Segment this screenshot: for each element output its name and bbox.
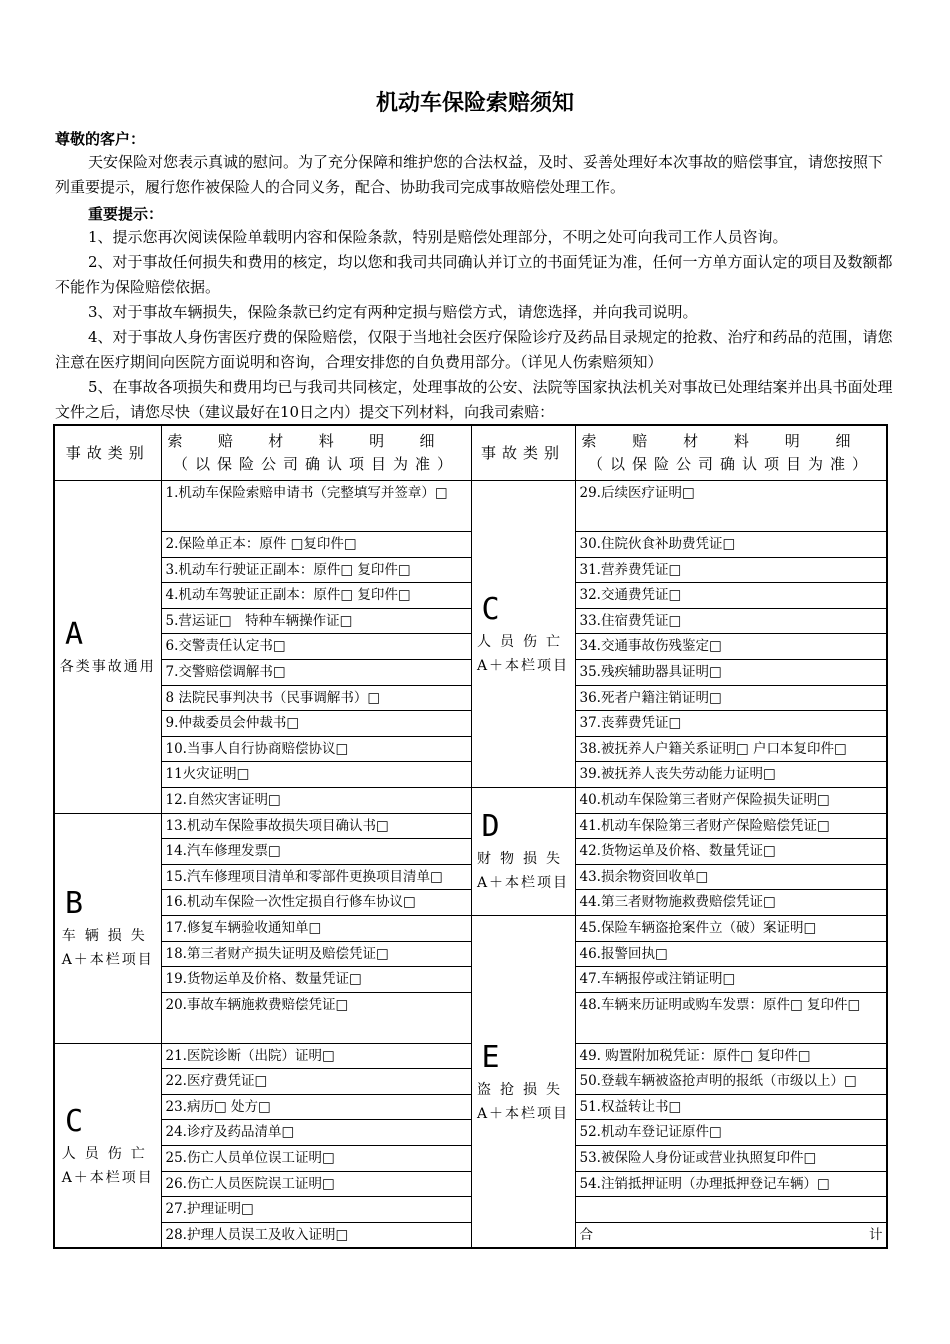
item-6: 6.交警责任认定书□: [161, 634, 471, 660]
table-row: [54, 1043, 887, 1069]
table-row: [54, 890, 887, 916]
item-20: 20.事故车辆施救费赔偿凭证□: [161, 992, 471, 1043]
item-40: 40.机动车保险第三者财产保险损失证明□: [575, 787, 887, 813]
intro-paragraph: 天安保险对您表示真诚的慰问。为了充分保障和维护您的合法权益，及时、妥善处理好本次事故的赔偿事宜，请您按照下列重要提示，履行您作被保险人的合同义务，配合、协助我司完成事故赔偿处理工作。: [55, 153, 884, 196]
category-C-label: 人员伤亡: [61, 1145, 154, 1162]
table-row: [54, 1094, 887, 1120]
item-38: 38.被抚养人户籍关系证明□ 户口本复印件□: [575, 736, 887, 762]
item-39: 39.被抚养人丧失劳动能力证明□: [575, 762, 887, 788]
item-23: 23.病历□ 处方□: [161, 1094, 471, 1120]
header-materials: [161, 425, 471, 481]
table-row: [54, 1120, 887, 1146]
table-row: [54, 685, 887, 711]
table-header-row: [54, 425, 887, 481]
item-34: 34.交通事故伤残鉴定□: [575, 634, 887, 660]
item-31: 31.营养费凭证□: [575, 557, 887, 583]
table-row: [54, 634, 887, 660]
table-row: [54, 762, 887, 788]
item-3: 3.机动车行驶证正副本：原件□ 复印件□: [161, 557, 471, 583]
item-49: 49. 购置附加税凭证：原件□ 复印件□: [575, 1043, 887, 1069]
notice-5: 5、在事故各项损失和费用均已与我司共同核定，处理事故的公安、法院等国家执法机关对事故已处理结案并出具书面处理文件之后，请您尽快（建议最好在10日之内）提交下列材料，向我司索赔：: [55, 378, 893, 421]
category-D-sub: A＋本栏项目: [476, 875, 570, 892]
table-row: [54, 839, 887, 865]
category-B-cell: [54, 813, 161, 1043]
table-row: [54, 787, 887, 813]
notice-2: 2、对于事故任何损失和费用的核定，均以您和我司共同确认并订立的书面凭证为准，任何一方单方面认定的项目及数额都不能作为保险赔偿依据。: [55, 253, 893, 296]
category-C-letter: C: [65, 1103, 84, 1139]
table-row: [54, 813, 887, 839]
item-17: 17.修复车辆验收通知单□: [161, 915, 471, 941]
item-51: 51.权益转让书□: [575, 1094, 887, 1120]
item-19: 19.货物运单及价格、数量凭证□: [161, 967, 471, 993]
item-29: 29.后续医疗证明□: [575, 481, 887, 532]
table-total-row: [54, 1222, 887, 1248]
header-materials-right: [575, 425, 887, 481]
item-50: 50.登载车辆被盗抢声明的报纸（市级以上）□: [575, 1069, 887, 1095]
category-B-label: 车辆损失: [61, 928, 154, 945]
category-C-sub: A＋本栏项目: [61, 1169, 154, 1186]
category-C-right-sub: A＋本栏项目: [476, 657, 570, 674]
item-8: 8 法院民事判决书（民事调解书）□: [161, 685, 471, 711]
category-B-letter: B: [65, 886, 84, 922]
item-45: 45.保险车辆盗抢案件立（破）案证明□: [575, 915, 887, 941]
category-E-letter: E: [481, 1039, 500, 1075]
category-C-right-cell: [471, 481, 575, 788]
category-E-sub: A＋本栏项目: [476, 1105, 570, 1122]
item-36: 36.死者户籍注销证明□: [575, 685, 887, 711]
table-row: [54, 659, 887, 685]
item-14: 14.汽车修理发票□: [161, 839, 471, 865]
notice-4: 4、对于事故人身伤害医疗费的保险赔偿，仅限于当地社会医疗保险诊疗及药品目录规定的抢救、治疗和药品的范围，请您注意在医疗期间向医院方面说明和咨询，合理安排您的自负费用部分。（详见人伤索赔须知）: [55, 328, 893, 371]
item-26: 26.伤亡人员医院误工证明□: [161, 1171, 471, 1197]
category-A-cell: [54, 481, 161, 814]
header-category: 事故类别: [54, 425, 161, 481]
item-37: 37.丧葬费凭证□: [575, 711, 887, 737]
total-label: 合计: [575, 1222, 887, 1248]
table-row: [54, 711, 887, 737]
table-row: [54, 941, 887, 967]
table-row: [54, 1146, 887, 1172]
category-B-sub: A＋本栏项目: [61, 952, 154, 969]
header-materials-line1: 索赔材料明细: [167, 432, 465, 450]
empty-cell: [575, 1197, 887, 1223]
item-35: 35.残疾辅助器具证明□: [575, 659, 887, 685]
table-row: [54, 1171, 887, 1197]
header-materials-line2-right: （以保险公司确认项目为准）: [587, 455, 874, 473]
item-7: 7.交警赔偿调解书□: [161, 659, 471, 685]
item-4: 4.机动车驾驶证正副本：原件□ 复印件□: [161, 583, 471, 609]
header-materials-line2: （以保险公司确认项目为准）: [172, 455, 459, 473]
header-category-right: 事故类别: [471, 425, 575, 481]
item-15: 15.汽车修理项目清单和零部件更换项目清单□: [161, 864, 471, 890]
item-43: 43.损余物资回收单□: [575, 864, 887, 890]
item-28: 28.护理人员误工及收入证明□: [161, 1222, 471, 1248]
item-46: 46.报警回执□: [575, 941, 887, 967]
item-53: 53.被保险人身份证或营业执照复印件□: [575, 1146, 887, 1172]
item-5: 5.营运证□ 特种车辆操作证□: [161, 608, 471, 634]
category-E-label: 盗抢损失: [477, 1081, 569, 1098]
item-44: 44.第三者财物施救费赔偿凭证□: [575, 890, 887, 916]
table-row: [54, 992, 887, 1043]
item-18: 18.第三者财产损失证明及赔偿凭证□: [161, 941, 471, 967]
table-row: [54, 736, 887, 762]
notice-1: 1、提示您再次阅读保险单载明内容和保险条款，特别是赔偿处理部分，不明之处可向我司工作人员咨询。: [88, 228, 788, 246]
table-row: [54, 915, 887, 941]
category-D-label: 财物损失: [477, 851, 569, 868]
item-13: 13.机动车保险事故损失项目确认书□: [161, 813, 471, 839]
table-row: [54, 864, 887, 890]
item-27: 27.护理证明□: [161, 1197, 471, 1223]
table-row: [54, 532, 887, 558]
item-33: 33.住宿费凭证□: [575, 608, 887, 634]
item-22: 22.医疗费凭证□: [161, 1069, 471, 1095]
category-E-cell: [471, 915, 575, 1248]
category-D-cell: [471, 787, 575, 915]
item-21: 21.医院诊断（出院）证明□: [161, 1043, 471, 1069]
category-C-right-letter: C: [481, 591, 500, 627]
item-42: 42.货物运单及价格、数量凭证□: [575, 839, 887, 865]
header-materials-line1-right: 索赔材料明细: [581, 432, 881, 450]
item-24: 24.诊疗及药品清单□: [161, 1120, 471, 1146]
notice-heading: 重要提示：: [88, 205, 164, 223]
notice-3: 3、对于事故车辆损失，保险条款已约定有两种定损与赔偿方式，请您选择，并向我司说明。: [88, 303, 698, 321]
table-row: [54, 1069, 887, 1095]
item-11: 11火灾证明□: [161, 762, 471, 788]
item-47: 47.车辆报停或注销证明□: [575, 967, 887, 993]
table-row: [54, 481, 887, 532]
item-41: 41.机动车保险第三者财产保险赔偿凭证□: [575, 813, 887, 839]
item-30: 30.住院伙食补助费凭证□: [575, 532, 887, 558]
table-row: [54, 1197, 887, 1223]
category-C-cell: [54, 1043, 161, 1248]
item-52: 52.机动车登记证原件□: [575, 1120, 887, 1146]
table-row: [54, 557, 887, 583]
category-A-label: 各类事故通用: [59, 658, 156, 675]
page-title: 机动车保险索赔须知: [375, 91, 574, 116]
item-16: 16.机动车保险一次性定损自行修车协议□: [161, 890, 471, 916]
item-9: 9.仲裁委员会仲裁书□: [161, 711, 471, 737]
table-row: [54, 608, 887, 634]
category-A-letter: A: [65, 616, 84, 652]
item-54: 54.注销抵押证明（办理抵押登记车辆）□: [575, 1171, 887, 1197]
table-row: [54, 583, 887, 609]
item-12: 12.自然灾害证明□: [161, 787, 471, 813]
item-32: 32.交通费凭证□: [575, 583, 887, 609]
item-10: 10.当事人自行协商赔偿协议□: [161, 736, 471, 762]
item-48: 48.车辆来历证明或购车发票：原件□ 复印件□: [575, 992, 887, 1043]
item-2: 2.保险单正本：原件 □复印件□: [161, 532, 471, 558]
salutation: 尊敬的客户：: [55, 130, 146, 148]
table-row: [54, 967, 887, 993]
category-D-letter: D: [481, 809, 500, 845]
item-1: 1.机动车保险索赔申请书（完整填写并签章）□: [161, 481, 471, 532]
claims-materials-table: [53, 424, 888, 1249]
category-C-right-label: 人员伤亡: [477, 633, 569, 650]
item-25: 25.伤亡人员单位误工证明□: [161, 1146, 471, 1172]
